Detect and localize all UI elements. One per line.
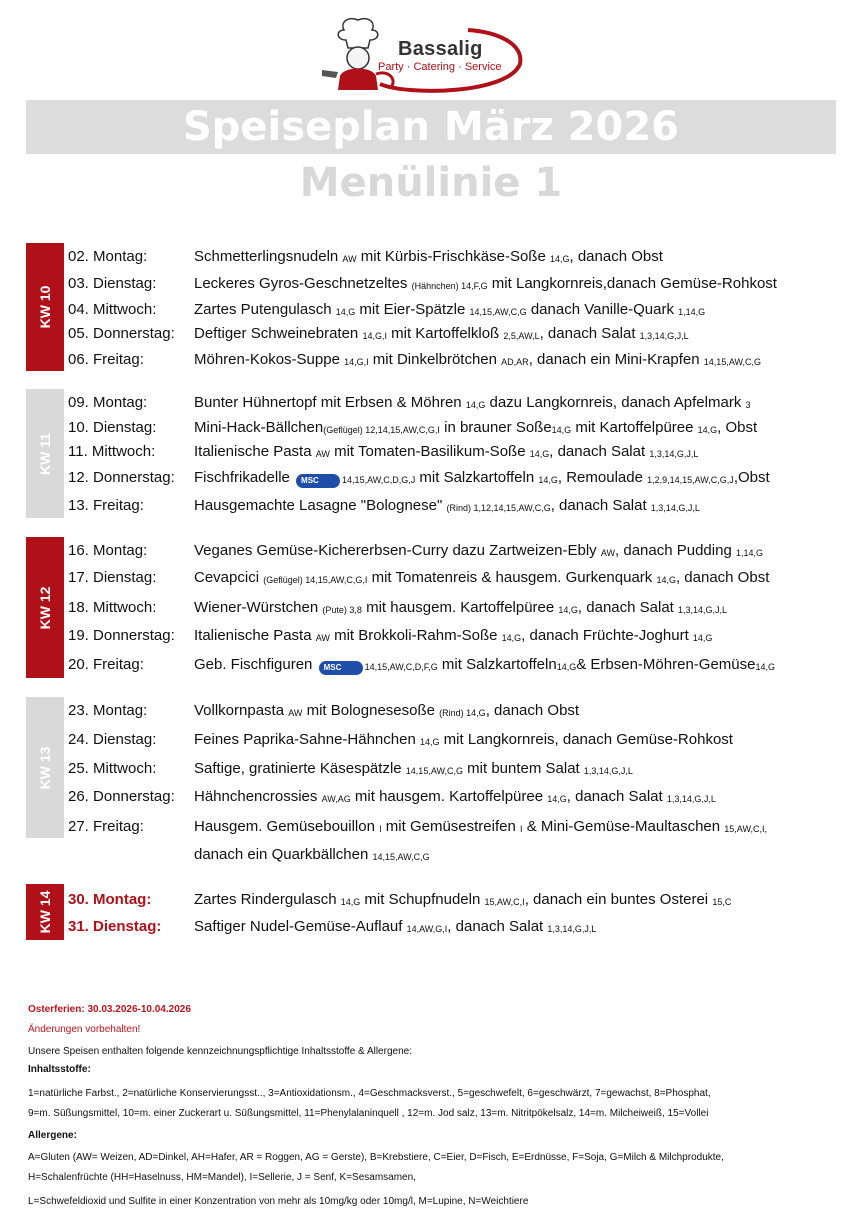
page-title: Speiseplan März 2026	[182, 104, 679, 150]
week-tab-kw11: KW 11	[26, 389, 64, 518]
page-subtitle: Menülinie 1	[299, 160, 563, 206]
logo	[318, 14, 524, 96]
week-tab-kw13: KW 13	[26, 697, 64, 838]
menu-row-continuation: danach ein Quarkbällchen 14,15,AW,C,G	[194, 846, 430, 863]
ingredients-line: 9=m. Süßungsmittel, 10=m. einer Zuckerart u. Süßungsmittel, 11=Phenylalaninquell , 12=m. Jod salz, 13=m. Nitritpökelsalz, 14=m. Milcheiweiß, 15=Vollei	[28, 1108, 709, 1119]
msc-fish-icon: MSC	[319, 661, 363, 675]
logo-brand: Bassalig	[398, 38, 483, 60]
ingredients-line: 1=natürliche Farbst., 2=natürliche Konservierungsst.., 3=Antioxidationsm., 4=Geschmacksverst., 5=geschwefelt, 6=geschwärzt, 7=gewachst, 8=Phosphat,	[28, 1088, 711, 1099]
msc-fish-icon: MSC	[296, 474, 340, 488]
logo-tagline: Party · Catering · Service	[378, 61, 502, 73]
week-tab-kw10: KW 10	[26, 243, 64, 371]
holiday-note: Osterferien: 30.03.2026-10.04.2026	[28, 1004, 191, 1015]
allergens-line: L=Schwefeldioxid und Sulfite in einer Konzentration von mehr als 10mg/kg oder 10mg/l, M=Lupine, N=Weichtiere	[28, 1196, 529, 1207]
allergen-intro: Unsere Speisen enthalten folgende kennzeichnungspflichtige Inhaltsstoffe & Allergene:	[28, 1046, 412, 1057]
allergens-heading: Allergene:	[28, 1130, 77, 1141]
week-tab-kw12: KW 12	[26, 537, 64, 678]
allergens-line: A=Gluten (AW= Weizen, AD=Dinkel, AH=Hafer, AR = Roggen, AG = Gerste), B=Krebstiere, C=Eier, D=Fisch, E=Erdnüsse, F=Soja, G=Milch & Milchprodukte,	[28, 1152, 724, 1163]
week-tab-kw14: KW 14	[26, 884, 64, 940]
changes-note: Änderungen vorbehalten!	[28, 1024, 141, 1035]
allergens-line: H=Schalenfrüchte (HH=Haselnuss, HM=Mandel), I=Sellerie, J = Senf, K=Sesamsamen,	[28, 1172, 416, 1183]
ingredients-heading: Inhaltsstoffe:	[28, 1064, 91, 1075]
